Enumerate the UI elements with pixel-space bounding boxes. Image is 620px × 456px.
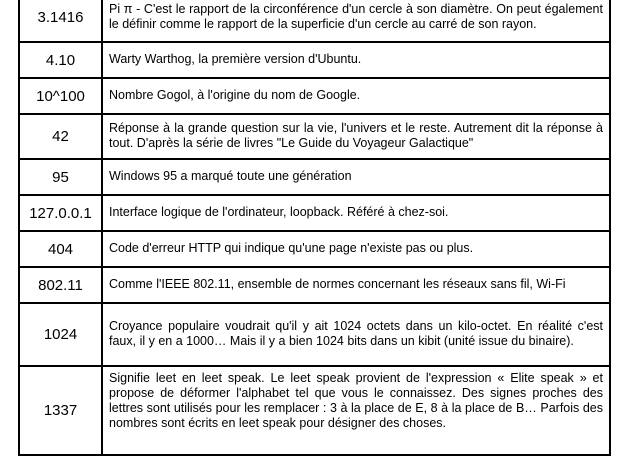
table-row bbox=[19, 159, 610, 195]
description-cell: Warty Warthog, la première version d'Ubuntu. bbox=[102, 42, 610, 78]
number-cell: 42 bbox=[19, 114, 102, 159]
description-cell: Pi π - C'est le rapport de la circonférence d'un cercle à son diamètre. On peut également le définir comme le rapport de la superficie d'un cercle au carré de son rayon. bbox=[102, 0, 610, 42]
table-row bbox=[19, 0, 610, 42]
description-cell: Nombre Gogol, à l'origine du nom de Google. bbox=[102, 78, 610, 114]
table-row bbox=[19, 231, 610, 267]
number-cell: 10^100 bbox=[19, 78, 102, 114]
table-row bbox=[19, 303, 610, 366]
description-cell: Signifie leet en leet speak. Le leet speak provient de l'expression « Elite speak » et propose de déformer l'alphabet tel que vous le connaissez. Des signes proches des lettres sont utilisés pour les remplacer : 3 à la place de E, 8 à la place de B… Parfois des nombres sont écrits en leet speak pour désigner des choses. bbox=[102, 366, 610, 455]
table-row bbox=[19, 366, 610, 455]
table-row bbox=[19, 42, 610, 78]
number-cell: 3.1416 bbox=[19, 0, 102, 42]
description-cell: Comme l'IEEE 802.11, ensemble de normes concernant les réseaux sans fil, Wi-Fi bbox=[102, 267, 610, 303]
number-cell: 1024 bbox=[19, 303, 102, 366]
number-cell: 404 bbox=[19, 231, 102, 267]
description-cell: Windows 95 a marqué toute une génération bbox=[102, 159, 610, 195]
table-row bbox=[19, 195, 610, 231]
number-cell: 802.11 bbox=[19, 267, 102, 303]
description-cell: Croyance populaire voudrait qu'il y ait 1024 octets dans un kilo-octet. En réalité c'est faux, il y en a 1000… Mais il y a bien 1024 bits dans un kibit (unité issue du binaire). bbox=[102, 303, 610, 366]
table-row bbox=[19, 114, 610, 159]
table-row bbox=[19, 78, 610, 114]
number-cell: 95 bbox=[19, 159, 102, 195]
table-row bbox=[19, 267, 610, 303]
number-cell: 1337 bbox=[19, 366, 102, 455]
description-cell: Réponse à la grande question sur la vie, l'univers et le reste. Autrement dit la réponse à tout. D'après la série de livres "Le Guide du Voyageur Galactique" bbox=[102, 114, 610, 159]
number-cell: 127.0.0.1 bbox=[19, 195, 102, 231]
description-cell: Code d'erreur HTTP qui indique qu'une page n'existe pas ou plus. bbox=[102, 231, 610, 267]
number-cell: 4.10 bbox=[19, 42, 102, 78]
description-cell: Interface logique de l'ordinateur, loopback. Référé à chez-soi. bbox=[102, 195, 610, 231]
numbers-table bbox=[18, 0, 611, 456]
